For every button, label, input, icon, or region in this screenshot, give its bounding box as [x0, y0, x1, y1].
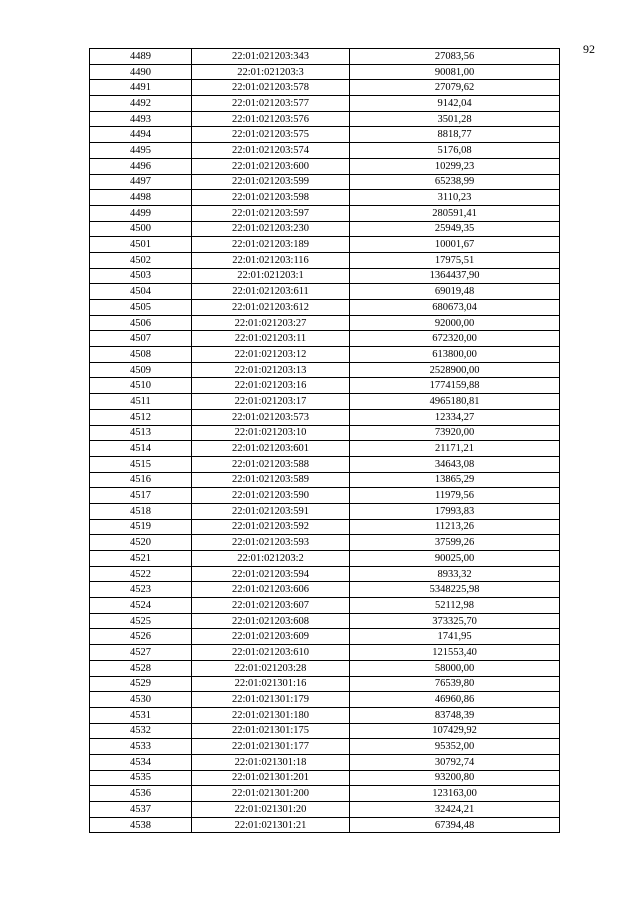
value-cell: 83748,39: [350, 707, 560, 723]
row-number-cell: 4519: [90, 519, 192, 535]
table-row: [90, 660, 560, 676]
value-cell: 123163,00: [350, 786, 560, 802]
cadastral-number-cell: 22:01:021203:590: [192, 488, 350, 504]
cadastral-number-cell: 22:01:021203:13: [192, 362, 350, 378]
value-cell: 13865,29: [350, 472, 560, 488]
row-number-cell: 4490: [90, 64, 192, 80]
value-cell: 1364437,90: [350, 268, 560, 284]
cadastral-number-cell: 22:01:021203:594: [192, 566, 350, 582]
value-cell: 21171,21: [350, 441, 560, 457]
value-cell: 10001,67: [350, 237, 560, 253]
table-row: [90, 111, 560, 127]
row-number-cell: 4493: [90, 111, 192, 127]
row-number-cell: 4511: [90, 394, 192, 410]
row-number-cell: 4492: [90, 96, 192, 112]
cadastral-number-cell: 22:01:021203:611: [192, 284, 350, 300]
table-row: [90, 456, 560, 472]
row-number-cell: 4495: [90, 143, 192, 159]
cadastral-number-cell: 22:01:021301:18: [192, 754, 350, 770]
table-row: [90, 441, 560, 457]
value-cell: 93200,80: [350, 770, 560, 786]
table-row: [90, 190, 560, 206]
cadastral-number-cell: 22:01:021203:17: [192, 394, 350, 410]
table-row: [90, 676, 560, 692]
row-number-cell: 4500: [90, 221, 192, 237]
row-number-cell: 4525: [90, 613, 192, 629]
table-row: [90, 566, 560, 582]
cadastral-number-cell: 22:01:021301:201: [192, 770, 350, 786]
cadastral-number-cell: 22:01:021203:28: [192, 660, 350, 676]
table-row: [90, 252, 560, 268]
value-cell: 1774159,88: [350, 378, 560, 394]
cadastral-number-cell: 22:01:021203:607: [192, 598, 350, 614]
row-number-cell: 4510: [90, 378, 192, 394]
table-row: [90, 300, 560, 316]
table-row: [90, 378, 560, 394]
table-row: [90, 425, 560, 441]
cadastral-number-cell: 22:01:021301:177: [192, 739, 350, 755]
value-cell: 27079,62: [350, 80, 560, 96]
table-row: [90, 802, 560, 818]
value-cell: 25949,35: [350, 221, 560, 237]
row-number-cell: 4527: [90, 645, 192, 661]
value-cell: 46960,86: [350, 692, 560, 708]
cadastral-number-cell: 22:01:021203:10: [192, 425, 350, 441]
value-cell: 32424,21: [350, 802, 560, 818]
table-row: [90, 221, 560, 237]
table-row: [90, 551, 560, 567]
cadastral-number-cell: 22:01:021203:609: [192, 629, 350, 645]
table-row: [90, 347, 560, 363]
value-cell: 90081,00: [350, 64, 560, 80]
cadastral-number-cell: 22:01:021203:599: [192, 174, 350, 190]
row-number-cell: 4538: [90, 817, 192, 833]
value-cell: 3110,23: [350, 190, 560, 206]
row-number-cell: 4536: [90, 786, 192, 802]
cadastral-number-cell: 22:01:021301:21: [192, 817, 350, 833]
cadastral-number-cell: 22:01:021203:593: [192, 535, 350, 551]
value-cell: 11213,26: [350, 519, 560, 535]
value-cell: 4965180,81: [350, 394, 560, 410]
cadastral-number-cell: 22:01:021203:608: [192, 613, 350, 629]
value-cell: 34643,08: [350, 456, 560, 472]
value-cell: 11979,56: [350, 488, 560, 504]
cadastral-number-cell: 22:01:021203:16: [192, 378, 350, 394]
row-number-cell: 4516: [90, 472, 192, 488]
row-number-cell: 4503: [90, 268, 192, 284]
row-number-cell: 4501: [90, 237, 192, 253]
table-row: [90, 598, 560, 614]
value-cell: 8933,32: [350, 566, 560, 582]
row-number-cell: 4532: [90, 723, 192, 739]
row-number-cell: 4537: [90, 802, 192, 818]
table-row: [90, 49, 560, 65]
table-row: [90, 174, 560, 190]
table-row: [90, 707, 560, 723]
value-cell: 30792,74: [350, 754, 560, 770]
row-number-cell: 4534: [90, 754, 192, 770]
cadastral-number-cell: 22:01:021203:573: [192, 409, 350, 425]
cadastral-number-cell: 22:01:021203:588: [192, 456, 350, 472]
value-cell: 9142,04: [350, 96, 560, 112]
value-cell: 17993,83: [350, 503, 560, 519]
row-number-cell: 4496: [90, 158, 192, 174]
cadastral-number-cell: 22:01:021203:578: [192, 80, 350, 96]
table-row: [90, 645, 560, 661]
row-number-cell: 4535: [90, 770, 192, 786]
row-number-cell: 4524: [90, 598, 192, 614]
cadastral-number-cell: 22:01:021203:598: [192, 190, 350, 206]
table-row: [90, 80, 560, 96]
cadastral-number-cell: 22:01:021203:343: [192, 49, 350, 65]
table-row: [90, 409, 560, 425]
value-cell: 76539,80: [350, 676, 560, 692]
row-number-cell: 4517: [90, 488, 192, 504]
cadastral-number-cell: 22:01:021203:574: [192, 143, 350, 159]
cadastre-table: [89, 48, 560, 833]
table-row: [90, 472, 560, 488]
cadastral-number-cell: 22:01:021203:27: [192, 315, 350, 331]
table-row: [90, 692, 560, 708]
cadastral-number-cell: 22:01:021203:116: [192, 252, 350, 268]
table-body: [90, 49, 560, 833]
value-cell: 52112,98: [350, 598, 560, 614]
table-row: [90, 64, 560, 80]
value-cell: 5176,08: [350, 143, 560, 159]
value-cell: 12334,27: [350, 409, 560, 425]
value-cell: 613800,00: [350, 347, 560, 363]
cadastral-number-cell: 22:01:021203:606: [192, 582, 350, 598]
row-number-cell: 4530: [90, 692, 192, 708]
value-cell: 95352,00: [350, 739, 560, 755]
cadastral-number-cell: 22:01:021203:592: [192, 519, 350, 535]
value-cell: 10299,23: [350, 158, 560, 174]
value-cell: 280591,41: [350, 205, 560, 221]
cadastral-number-cell: 22:01:021203:3: [192, 64, 350, 80]
value-cell: 67394,48: [350, 817, 560, 833]
row-number-cell: 4494: [90, 127, 192, 143]
table-row: [90, 629, 560, 645]
row-number-cell: 4533: [90, 739, 192, 755]
cadastral-number-cell: 22:01:021203:589: [192, 472, 350, 488]
cadastral-number-cell: 22:01:021301:20: [192, 802, 350, 818]
table-row: [90, 535, 560, 551]
row-number-cell: 4504: [90, 284, 192, 300]
row-number-cell: 4514: [90, 441, 192, 457]
table-row: [90, 394, 560, 410]
cadastral-number-cell: 22:01:021203:2: [192, 551, 350, 567]
row-number-cell: 4526: [90, 629, 192, 645]
table-row: [90, 786, 560, 802]
table-row: [90, 205, 560, 221]
row-number-cell: 4515: [90, 456, 192, 472]
value-cell: 37599,26: [350, 535, 560, 551]
cadastral-number-cell: 22:01:021203:612: [192, 300, 350, 316]
table-row: [90, 127, 560, 143]
value-cell: 3501,28: [350, 111, 560, 127]
value-cell: 8818,77: [350, 127, 560, 143]
table-row: [90, 817, 560, 833]
value-cell: 27083,56: [350, 49, 560, 65]
cadastral-number-cell: 22:01:021203:597: [192, 205, 350, 221]
row-number-cell: 4528: [90, 660, 192, 676]
row-number-cell: 4491: [90, 80, 192, 96]
table-row: [90, 723, 560, 739]
row-number-cell: 4523: [90, 582, 192, 598]
value-cell: 121553,40: [350, 645, 560, 661]
table-row: [90, 268, 560, 284]
row-number-cell: 4497: [90, 174, 192, 190]
value-cell: 680673,04: [350, 300, 560, 316]
table-row: [90, 503, 560, 519]
value-cell: 107429,92: [350, 723, 560, 739]
cadastral-number-cell: 22:01:021203:575: [192, 127, 350, 143]
row-number-cell: 4522: [90, 566, 192, 582]
table-row: [90, 158, 560, 174]
row-number-cell: 4509: [90, 362, 192, 378]
page-number: 92: [583, 42, 595, 56]
row-number-cell: 4507: [90, 331, 192, 347]
table-row: [90, 331, 560, 347]
row-number-cell: 4508: [90, 347, 192, 363]
table-row: [90, 488, 560, 504]
table-row: [90, 519, 560, 535]
table-row: [90, 770, 560, 786]
row-number-cell: 4518: [90, 503, 192, 519]
cadastral-number-cell: 22:01:021203:600: [192, 158, 350, 174]
cadastral-number-cell: 22:01:021203:1: [192, 268, 350, 284]
table-row: [90, 613, 560, 629]
table-row: [90, 362, 560, 378]
row-number-cell: 4499: [90, 205, 192, 221]
cadastral-number-cell: 22:01:021301:16: [192, 676, 350, 692]
cadastral-number-cell: 22:01:021203:12: [192, 347, 350, 363]
value-cell: 65238,99: [350, 174, 560, 190]
cadastral-number-cell: 22:01:021203:189: [192, 237, 350, 253]
cadastral-number-cell: 22:01:021301:175: [192, 723, 350, 739]
row-number-cell: 4506: [90, 315, 192, 331]
row-number-cell: 4505: [90, 300, 192, 316]
row-number-cell: 4520: [90, 535, 192, 551]
cadastral-number-cell: 22:01:021203:576: [192, 111, 350, 127]
cadastral-number-cell: 22:01:021203:591: [192, 503, 350, 519]
cadastral-number-cell: 22:01:021301:180: [192, 707, 350, 723]
table-row: [90, 284, 560, 300]
cadastral-number-cell: 22:01:021203:601: [192, 441, 350, 457]
value-cell: 373325,70: [350, 613, 560, 629]
value-cell: 17975,51: [350, 252, 560, 268]
table-row: [90, 739, 560, 755]
cadastral-number-cell: 22:01:021203:11: [192, 331, 350, 347]
row-number-cell: 4529: [90, 676, 192, 692]
cadastral-number-cell: 22:01:021203:230: [192, 221, 350, 237]
row-number-cell: 4502: [90, 252, 192, 268]
table-row: [90, 582, 560, 598]
row-number-cell: 4489: [90, 49, 192, 65]
value-cell: 58000,00: [350, 660, 560, 676]
cadastral-number-cell: 22:01:021301:179: [192, 692, 350, 708]
cadastral-number-cell: 22:01:021203:577: [192, 96, 350, 112]
value-cell: 1741,95: [350, 629, 560, 645]
value-cell: 5348225,98: [350, 582, 560, 598]
cadastral-number-cell: 22:01:021203:610: [192, 645, 350, 661]
table-row: [90, 143, 560, 159]
value-cell: 672320,00: [350, 331, 560, 347]
value-cell: 69019,48: [350, 284, 560, 300]
table-row: [90, 237, 560, 253]
value-cell: 73920,00: [350, 425, 560, 441]
row-number-cell: 4531: [90, 707, 192, 723]
value-cell: 2528900,00: [350, 362, 560, 378]
table-row: [90, 96, 560, 112]
row-number-cell: 4512: [90, 409, 192, 425]
value-cell: 90025,00: [350, 551, 560, 567]
row-number-cell: 4521: [90, 551, 192, 567]
row-number-cell: 4498: [90, 190, 192, 206]
value-cell: 92000,00: [350, 315, 560, 331]
table-row: [90, 315, 560, 331]
row-number-cell: 4513: [90, 425, 192, 441]
cadastral-number-cell: 22:01:021301:200: [192, 786, 350, 802]
table-row: [90, 754, 560, 770]
